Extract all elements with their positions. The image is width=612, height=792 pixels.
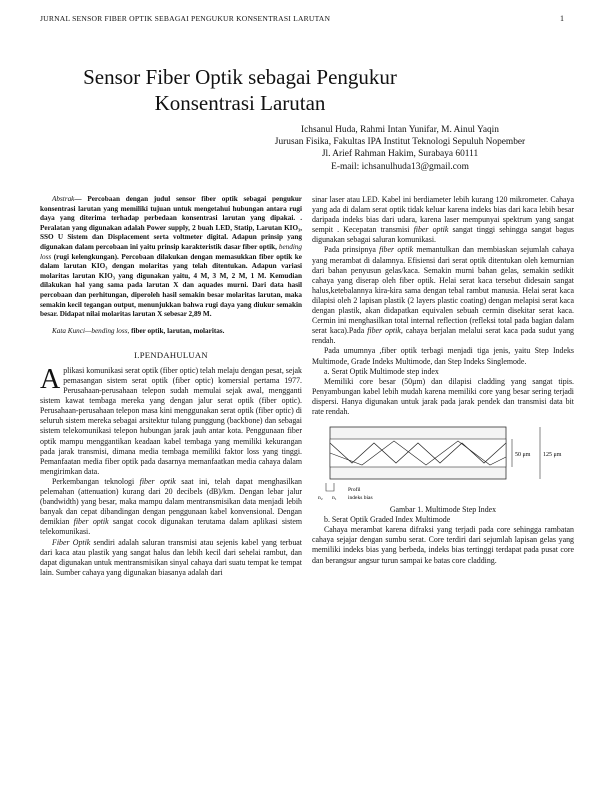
list-item-b: b. Serat Optik Graded Index Multimode <box>324 515 451 525</box>
keywords-italic: bending loss, <box>91 326 130 335</box>
address: Jl. Arief Rahman Hakim, Surabaya 60111 <box>321 149 479 160</box>
title-line-2: Konsentrasi Larutan <box>154 91 326 115</box>
profile-label: Profil <box>348 487 361 494</box>
keywords-label: Kata Kunci <box>52 326 85 335</box>
section-heading-intro: I.PENDAHULUAN <box>134 349 208 360</box>
right-paragraph-2 <box>312 245 574 346</box>
right-paragraph-3: Pada umumnya ,fiber optik terbagi menjadi tiga jenis, yaitu Step Indeks Multimode, Grade Indeks Multimode, dan Step Indeks Singlemode. <box>312 346 574 366</box>
left-column <box>40 195 302 578</box>
step-index-diagram <box>312 421 574 503</box>
intro-p2-italic-2: fiber optik <box>73 517 109 527</box>
drop-cap: A <box>40 363 61 395</box>
abstract-dash: — <box>74 195 88 203</box>
abstract <box>40 195 302 320</box>
right-p1-b: sangat tinggi sehingga sangat bagus digunakan sebagai saluran komunikasi. <box>312 225 574 245</box>
right-p2-c: , cahaya berjalan melalui serat kaca pada sudut yang rendah. <box>312 326 574 346</box>
n1-label: n₁ <box>332 495 337 502</box>
paper-title <box>40 64 440 116</box>
intro-paragraph-2 <box>40 477 302 538</box>
index-profile <box>326 483 334 491</box>
right-paragraph-5: Cahaya merambat karena difraksi yang terjadi pada core sehingga rambatan cahaya sejajar dengan sumbu serat. Core terdiri dari sejumlah lapisan gelas yang memiliki indeks bias yang berbeda, indeks bias tertinggi terdapat pada pusat core dan berangsur angsur turun sampai ke batas core cladding. <box>312 525 574 565</box>
core-diameter-label: 50 μm <box>515 452 531 459</box>
abstract-label: Abstrak <box>52 195 75 203</box>
figure-caption: Gambar 1. Multimode Step Index <box>389 505 497 515</box>
intro-p2-a: Perkembangan teknologi <box>52 476 140 486</box>
index-label: indeks bias <box>348 495 373 502</box>
abstract-text-a: Percobaan dengan judul sensor fiber optik sebagai pengukur konsentrasi larutan yang memiliki tujuan untuk mengetahui hubungan antara rugi daya yang diterima terhadap perbedaan konsentrasi larutan yang dipakai. . Peralatan yang digunakan adalah Power supply, 2 buah LED, Statip, Larutan KIO₃, SSO U Sistem dan Displacement serta voltmeter digital. Adapun prinsip yang digunakan dalam percobaan ini yaitu prinsip karakteristik dasar fiber optik, <box>40 195 303 251</box>
right-p1-a: sinar laser atau LED. Kabel ini berdiameter lebih kurang 120 mikrometer. Cahaya yang ada di dalam serat optik tidak keluar karena indeks bias dari kaca lebih besar daripada indeks bias dari udara, karena laser mempunyai spektrum yang sangat sempit . Kecepatan transmisi <box>312 195 574 235</box>
figure-step-index <box>312 421 574 503</box>
email: E-mail: ichsanulhuda13@gmail.com <box>331 161 469 172</box>
keywords <box>40 326 302 336</box>
intro-p1-text: plikasi komunikasi serat optik (fiber optic) telah melaju dengan pesat, sejak pemasangan sistem serat optik (fiber optic) komersial pertama 1977. Perusahaan-perusahaan telepon sudah memulai sejak awal, mengganti sistem kawat tembaga mereka yang dengan jalur serat optik (fiber optic). Perusahaan-perusahaan telepon masa kini menggunakan serat optik (fiber optic) di seluruh sistem mereka sebagai arsitektur tulang punggung (backbone) dan sebagai sistem telekomunikasi telepon hubungan jarak jauh antar kota. Penggunaan fiber optik mampu menggantikan keadaan kabel tembaga yang memiliki kekurangan pada jarak transmisi, dimana media tembaga memiliki faktor loss yang tinggi. Pemanfaatan media fiber optik pada dasarnya memanfaatkan media cahaya dalam mengirimkan data. <box>40 365 302 476</box>
affiliation: Jurusan Fisika, Fakultas IPA Institut Teknologi Sepuluh Nopember <box>274 137 526 148</box>
authors: Ichsanul Huda, Rahmi Intan Yunifar, M. Ainul Yaqin <box>301 125 499 135</box>
right-paragraph-4: Memiliki core besar (50μm) dan dilapisi cladding yang sangat tipis. Penyambungan kabel lebih mudah karena memiliki core yang besar sering terjadi dispersi. Hanya digunakan untuk jarak pada jarak pendek dan transmisi data bit rate rendah. <box>312 376 574 416</box>
page-number: 1 <box>560 14 564 23</box>
right-p2-italic-2: fiber optik <box>367 326 401 336</box>
n2-label: n₂ <box>318 495 323 502</box>
abstract-italic: bending loss <box>40 242 302 261</box>
right-p1-italic: fiber optik <box>413 225 449 235</box>
keywords-dash: — <box>84 326 92 335</box>
intro-p2-italic: fiber optik <box>139 476 176 486</box>
title-line-1: Sensor Fiber Optik sebagai Pengukur <box>83 65 397 89</box>
right-p2-b: memantulkan dan membiaskan sejumlah cahaya yang merambat di dalamnya. Efisiensi dari serat optik ditentukan oleh kemurnian dari bahan penyusun gelas/kaca. Semakin murni bahan gelas, semakin sedikit cahaya yang diserap oleh fiber optik. Helai serat kaca tersebut didesain sangat halus,ketebalannya kira-kira sama dengan tebal rambut manusia. Helai serat kaca dilapisi oleh 2 lapisan plastik (2 layers plastic coating) dengan melapisi serat kaca dengan plastik, akan didapatkan equivalen sebuah cermin disekitar serat kaca. Cermin ini menghasilkan total internal reflection (refleksi total pada bagian dalam serat kaca).Pada <box>312 245 574 336</box>
list-item-a: a. Serat Optik Multimode step index <box>324 366 439 376</box>
intro-p3-italic: Fiber Optik <box>52 537 91 547</box>
right-p2-a: Pada prinsipnya <box>324 245 380 255</box>
intro-p3-text: sendiri adalah saluran transmisi atau sejenis kabel yang terbuat dari kaca atau plastik yang sangat halus dan lebih kecil dari sehelai rambut, dan dapat digunakan untuk mentransmisikan sinyal cahaya dari suatu tempat ke tempat lain. Sumber cahaya yang digunakan biasanya adalah dari <box>40 537 302 577</box>
intro-p2-b: saat ini, telah dapat menghasilkan pelemahan (attenuation) kurang dari 20 decibels (dB)/km. Dengan lebar jalur (bandwidth) yang besar, maka mampu dalam mentransmisikan data menjadi lebih banyak dan cepat dibandingan dengan penggunaan kabel konvensional. Dengan demikian <box>40 476 303 527</box>
abstract-text-b: (rugi kelengkungan). Percobaan dilakukan dengan memasukkan fiber optik ke dalam larutan KIO₃ dengan molaritas yang telah ditentukan. Adapun variasi molaritas larutan KIO₃ yang digunakan yaitu, 4 M, 3 M, 2 M, 1 M. Kemudian dilakukan hal yang sama pada larutan X dan aquades murni. Dari data hasil percobaan dan perhitungan, diperoleh hasil semakin besar molaritas larutan, maka semakin kecil tegangan output, menunjukkan bahwa rugi daya yang diukur semakin besar. Didapat nilai molaritas larutan X sebesar 2,89 M. <box>40 252 302 319</box>
right-p2-italic: fiber optik <box>379 245 414 255</box>
intro-paragraph-3 <box>40 538 302 578</box>
right-paragraph-1 <box>312 195 574 245</box>
running-header: JURNAL SENSOR FIBER OPTIK SEBAGAI PENGUKUR KONSENTRASI LARUTAN <box>40 14 331 23</box>
intro-paragraph-1 <box>40 363 302 477</box>
intro-p2-c: sangat cocok digunakan terutama dalam aplikasi sistem telekomunikasi. <box>40 517 302 537</box>
right-column <box>312 195 574 566</box>
keywords-rest: fiber optik, larutan, molaritas. <box>129 326 225 335</box>
clad-diameter-label: 125 μm <box>543 452 562 459</box>
author-block <box>230 124 570 173</box>
